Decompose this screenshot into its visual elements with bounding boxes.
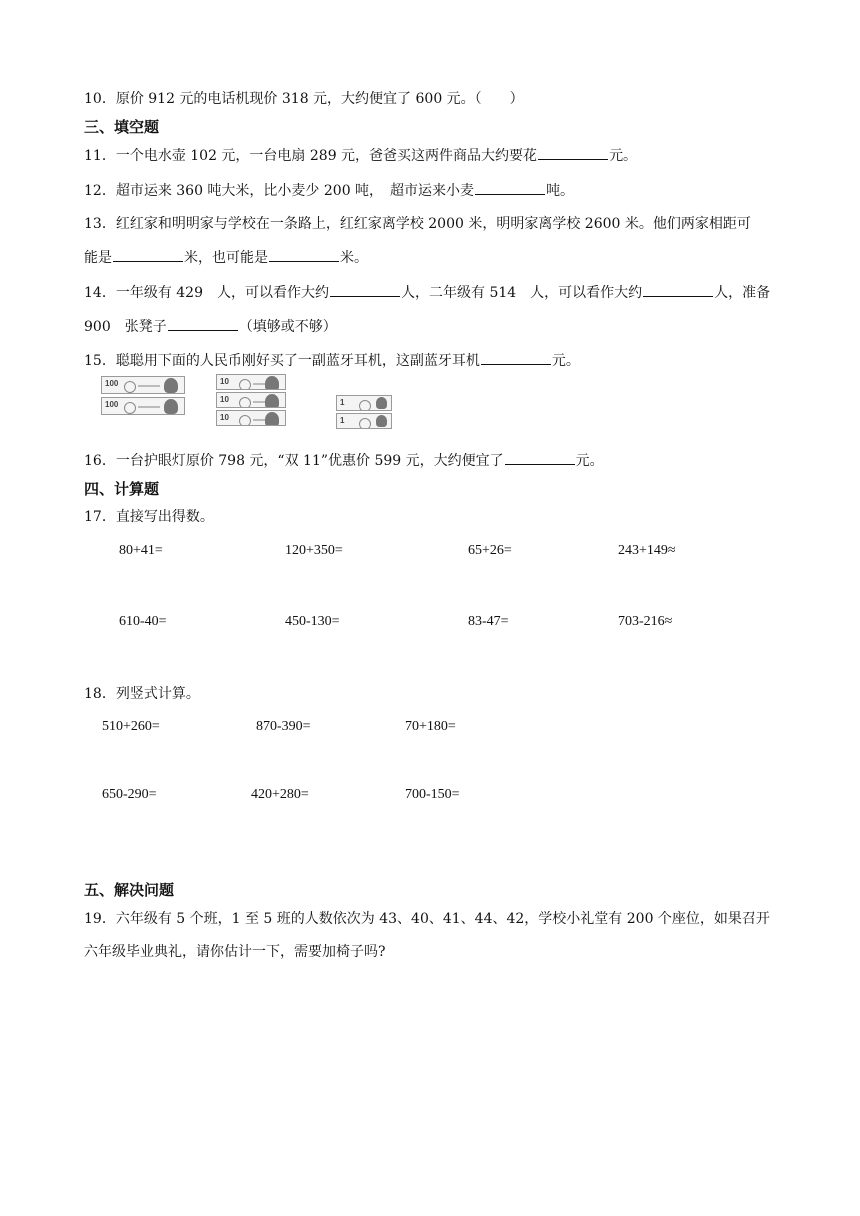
banknote-10 <box>216 374 286 390</box>
question-13-line1: 13．红红家和明明家与学校在一条路上，红红家离学校 2000 米，明明家离学校 2600 米。他们两家相距可 <box>84 216 751 232</box>
banknote-value: 100 <box>105 400 119 409</box>
q14-text-a: 14．一年级有 429 人，可以看作大约 <box>84 285 329 301</box>
q12-unit: 吨。 <box>546 183 575 199</box>
q13-text-a: 能是 <box>84 250 112 266</box>
question-16 <box>84 450 604 471</box>
banknote-value: 10 <box>220 413 229 422</box>
q14-blank-1 <box>330 282 400 297</box>
q13-blank-1 <box>113 247 183 262</box>
q17-expr: 703-216≈ <box>618 614 673 629</box>
banknote-10 <box>216 410 286 426</box>
q17-expr: 243+149≈ <box>618 543 676 558</box>
q13-text-b: 米，也可能是 <box>184 250 268 266</box>
q18-expr: 700-150= <box>405 787 460 802</box>
emblem-icon <box>359 418 371 429</box>
q17-expr: 610-40= <box>119 614 167 629</box>
portrait-icon <box>376 397 387 409</box>
question-11 <box>84 145 637 166</box>
emblem-icon <box>124 381 136 393</box>
q17-expr: 120+350= <box>285 543 343 558</box>
q16-answer-blank <box>505 450 575 465</box>
q14-blank-2 <box>643 282 713 297</box>
portrait-icon <box>265 394 279 408</box>
q15-text: 15．聪聪用下面的人民币刚好买了一副蓝牙耳机，这副蓝牙耳机 <box>84 353 480 369</box>
banknote-value: 100 <box>105 379 119 388</box>
banknote-value: 1 <box>340 416 345 425</box>
portrait-icon <box>376 415 387 427</box>
banknote-1 <box>336 413 392 429</box>
q14-text-c: 人，准备 <box>714 285 771 301</box>
question-15 <box>84 350 580 371</box>
q17-expr: 83-47= <box>468 614 509 629</box>
q18-expr: 510+260= <box>102 719 160 734</box>
q17-expr: 450-130= <box>285 614 340 629</box>
question-12 <box>84 180 574 201</box>
banknotes-1-group <box>336 395 392 429</box>
portrait-icon <box>164 378 178 393</box>
banknote-value: 10 <box>220 395 229 404</box>
emblem-icon <box>359 400 371 411</box>
q11-answer-blank <box>538 145 608 160</box>
portrait-icon <box>164 399 178 414</box>
question-14-line2 <box>84 316 337 337</box>
question-14-line1 <box>84 282 770 303</box>
banknote-value: 10 <box>220 377 229 386</box>
q16-unit: 元。 <box>575 453 604 469</box>
banknote-100 <box>101 397 185 415</box>
question-10: 10．原价 912 元的电话机现价 318 元，大约便宜了 600 元。（ ） <box>84 91 524 107</box>
portrait-icon <box>265 412 279 426</box>
q14-text-e: （填够或不够） <box>238 319 337 335</box>
section-4-title: 四、计算题 <box>84 480 160 498</box>
banknotes-10-group <box>216 374 286 426</box>
q16-text: 16．一台护眼灯原价 798 元，“双 11”优惠价 599 元，大约便宜了 <box>84 453 504 469</box>
q14-blank-3 <box>168 316 238 331</box>
section-5-title: 五、解决问题 <box>84 881 175 899</box>
q14-text-d: 900 张凳子 <box>84 319 167 335</box>
q18-expr: 870-390= <box>256 719 311 734</box>
question-17-prompt: 17．直接写出得数。 <box>84 509 214 525</box>
q15-answer-blank <box>481 350 551 365</box>
emblem-icon <box>239 397 251 408</box>
banknote-100 <box>101 376 185 394</box>
q17-expr: 65+26= <box>468 543 512 558</box>
banknote-10 <box>216 392 286 408</box>
emblem-icon <box>124 402 136 414</box>
banknotes-100-group <box>101 376 185 415</box>
q12-text: 12．超市运来 360 吨大米，比小麦少 200 吨， 超市运来小麦 <box>84 183 475 199</box>
q18-expr: 650-290= <box>102 787 157 802</box>
q14-text-b: 人，二年级有 514 人，可以看作大约 <box>401 285 643 301</box>
q15-unit: 元。 <box>551 353 580 369</box>
banknote-value: 1 <box>340 398 345 407</box>
emblem-icon <box>239 415 251 426</box>
q18-expr: 70+180= <box>405 719 456 734</box>
q12-answer-blank <box>475 180 545 195</box>
question-19-line1: 19．六年级有 5 个班，1 至 5 班的人数依次为 43、40、41、44、42，学校小礼堂有 200 个座位，如果召开 <box>84 911 770 927</box>
banknote-1 <box>336 395 392 411</box>
q18-expr: 420+280= <box>251 787 309 802</box>
q17-expr: 80+41= <box>119 543 163 558</box>
emblem-icon <box>239 379 251 390</box>
q11-text: 11．一个电水壶 102 元，一台电扇 289 元，爸爸买这两件商品大约要花 <box>84 148 538 164</box>
q11-unit: 元。 <box>609 148 638 164</box>
q13-text-c: 米。 <box>340 250 368 266</box>
portrait-icon <box>265 376 279 390</box>
q13-blank-2 <box>269 247 339 262</box>
question-13-line2 <box>84 247 368 268</box>
question-19-line2: 六年级毕业典礼，请你估计一下，需要加椅子吗? <box>84 944 386 960</box>
section-3-title: 三、填空题 <box>84 118 160 136</box>
question-18-prompt: 18．列竖式计算。 <box>84 686 200 702</box>
